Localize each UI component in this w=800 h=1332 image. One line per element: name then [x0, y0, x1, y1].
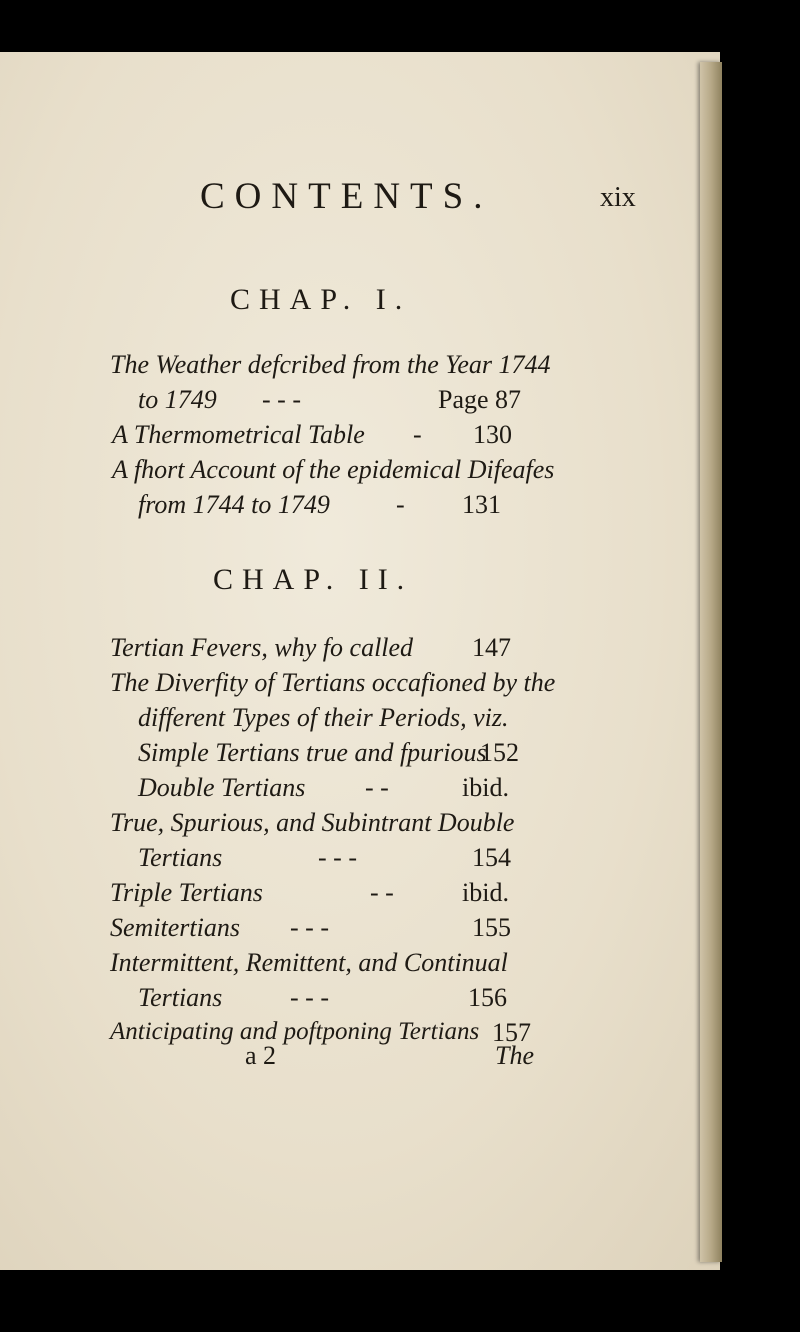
toc-leader: - — [413, 420, 422, 449]
toc-entry-cont: Tertians — [138, 983, 223, 1012]
toc-leader: - - — [370, 878, 394, 907]
chapter-2-heading: CHAP. II. — [213, 563, 414, 596]
toc-page: ibid. — [462, 773, 509, 802]
toc-page: 155 — [472, 913, 511, 942]
toc-entry-cont: Tertians — [138, 843, 223, 872]
toc-page: 147 — [472, 633, 511, 662]
toc-entry: Double Tertians — [138, 773, 306, 802]
toc-entry: Triple Tertians — [110, 878, 263, 907]
toc-entry-cont: from 1744 to 1749 — [138, 490, 330, 519]
toc-entry: A Thermometrical Table — [112, 420, 365, 449]
toc-page: Page 87 — [438, 385, 522, 414]
toc-entry: Anticipating and poftponing Tertians — [110, 1018, 480, 1045]
toc-entry: Tertian Fevers, why fo called — [110, 633, 414, 662]
toc-leader: - - — [365, 773, 389, 802]
toc-leader: - - - — [290, 913, 329, 942]
page-number: xix — [600, 182, 636, 213]
toc-page: ibid. — [462, 878, 509, 907]
toc-entry: A fhort Account of the epidemical Difeafes — [112, 455, 555, 484]
toc-page: 154 — [472, 843, 511, 872]
toc-leader: - - - — [262, 385, 301, 414]
toc-entry: The Weather defcribed from the Year 1744 — [110, 350, 551, 379]
toc-entry: The Diverfity of Tertians occafioned by the — [110, 668, 556, 697]
background — [722, 70, 800, 1260]
toc-entry: Simple Tertians true and fpurious — [138, 738, 487, 767]
catchword: The — [495, 1041, 534, 1070]
chapter-1-heading: CHAP. I. — [230, 283, 412, 316]
toc-page: 131 — [462, 490, 501, 519]
toc-entry: Intermittent, Remittent, and Continual — [110, 948, 508, 977]
toc-entry-cont: different Types of their Periods, viz. — [138, 703, 509, 732]
running-header: CONTENTS. — [200, 176, 493, 217]
toc-leader: - - - — [318, 843, 357, 872]
toc-entry: Semitertians — [110, 913, 240, 942]
page-edge — [700, 62, 722, 1262]
toc-entry-cont: to 1749 — [138, 385, 217, 414]
toc-page: 152 — [480, 738, 519, 767]
toc-entry: True, Spurious, and Subintrant Double — [110, 808, 515, 837]
toc-page: 156 — [468, 983, 507, 1012]
signature-mark: a 2 — [245, 1041, 277, 1070]
toc-page: 130 — [473, 420, 512, 449]
toc-leader: - — [396, 490, 405, 519]
toc-leader: - - - — [290, 983, 329, 1012]
toc-page: 157 — [492, 1018, 531, 1047]
